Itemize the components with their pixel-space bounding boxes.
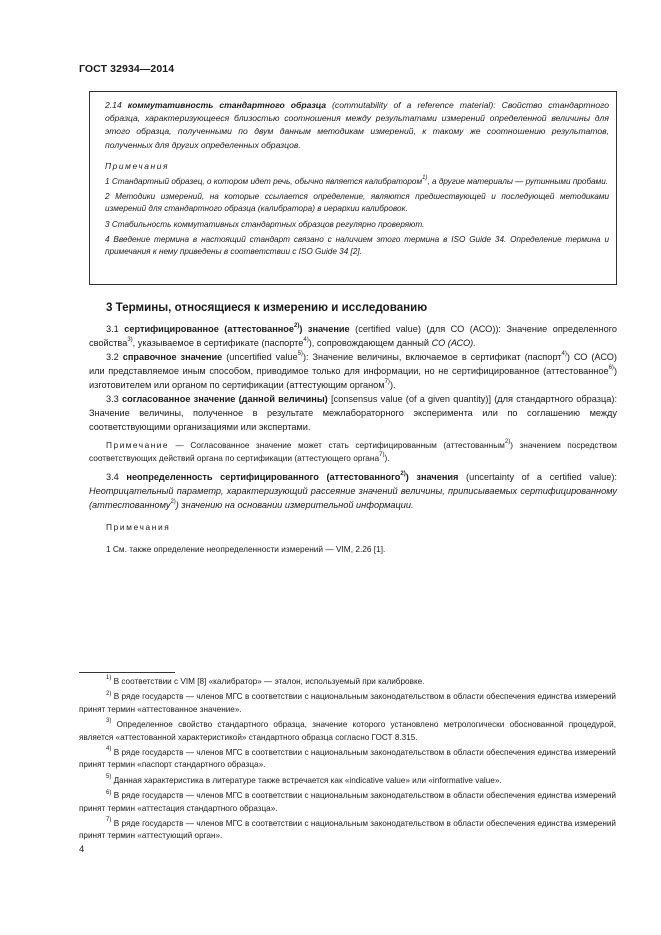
footnote-ref: 7) [384,378,390,385]
term-text: ): Значение величины, включаемое в сертификат (паспорт [302,352,562,362]
term-number: 3.2 [106,352,119,362]
footnote-text: В ряде государств — членов МГС в соответствии с национальным законодательством в области обеспечения единства измерений принят термин «паспорт стандартного образца». [79,748,617,770]
footnote-ref: 3) [127,336,133,343]
term-text: Неотрицательный параметр, характеризующий рассеяние значений величины, приписываемых сертифицированному (аттестованному [89,486,617,510]
term-text: (certified value) (для СО (АСО)): Значение определенного свойства [89,324,617,348]
page-number: 4 [79,844,85,855]
footnote-text: В ряде государств — членов МГС в соответствии с национальным законодательством в области обеспечения единства измерений принят термин «аттестованное значение». [79,692,617,714]
term-box-2-14 [89,91,617,285]
note-1-text-end: , а другие материалы — рутинными пробами. [427,177,609,187]
term-3-3 [89,392,617,434]
footnote-text: В ряде государств — членов МГС в соответствии с национальным законодательством в области обеспечения единства измерений принят термин «аттестация стандартного образца». [79,791,617,813]
term-3-4-note-1: 1 См. также определение неопределенности измерений — VIM, 2.26 [1]. [106,544,386,554]
term-text: ) изготовителем или органом по сертификации (аттестующим органом [89,366,617,390]
footnote-mark: 6) [106,789,112,796]
note-1 [105,176,609,188]
term-text: (uncertainty of a certified value): [466,472,617,482]
footnote [79,775,616,787]
footnote [79,691,616,716]
term-title: сертифицированное (аттестованное$^{2)}$) значение [124,322,350,334]
term-3-4 [89,470,617,512]
footnote-divider [79,672,175,673]
footnote-ref: 2) [504,439,511,446]
footnotes [79,676,616,846]
note-text: — Согласованное значение может стать сертифицированным (аттестованным [175,440,505,450]
term-title: коммутативность стандартного образца [127,100,327,110]
footnote-ref: 6) [608,364,614,371]
footnote [79,818,616,843]
term-text: СО (АСО). [431,338,476,348]
term-number: 3.3 [106,394,119,404]
footnote-ref: 1) [422,175,428,182]
term-number: 2.14 [105,100,122,110]
footnote-text: В ряде государств — членов МГС в соответствии с национальным законодательством в области обеспечения единства измерений принят термин «аттестующий орган». [79,819,617,841]
term-2-14-definition [105,99,609,152]
footnote-text: В соответствии с VIM [8] «калибратор» — эталон, используемый при калибровке. [113,677,425,686]
section-heading: 3 Термины, относящиеся к измерению и исследованию [106,301,428,314]
term-text: ) СО (АСО) или представляемое иным способом, приводимое только для информации, но не сертифицированное (аттестованное [89,352,617,376]
footnote-ref: 4) [303,336,309,343]
footnote [79,676,616,688]
footnote-mark: 1) [106,675,112,682]
note-text: ). [384,453,390,463]
note-3: 3 Стабильность коммутативных стандартных образцов регулярно проверяют. [105,219,425,229]
term-text: [consensus value (of a given quantity)] (для стандартного образца): Значение величины, полученное в результате межлабораторного эксперимента или по соглашению между соответствующими организациями или экспертами. [89,394,617,432]
term-3-1 [89,322,617,350]
footnote-mark: 5) [106,774,112,781]
term-text: ), сопровождающем данный [308,338,432,348]
footnote [79,747,616,772]
term-text: ). [389,380,396,390]
term-definition-text: Свойство стандартного образца, характеризующееся близостью соотношения между результатами измерений определенной величины для этого образца, полученными по двум данным методикам измерений, к такому же соотношению результатов, полученных для других определенных образцов. [105,100,610,150]
note-text: ) значением посредством соответствующих действий органа по сертификации (аттестующего органа [89,440,618,463]
footnote-ref: 4) [561,350,567,357]
term-title: справочное значение [122,352,223,362]
notes-heading: Примечания [105,160,170,171]
footnote-mark: 4) [106,746,112,753]
term-number: 3.1 [106,324,119,334]
note-label: Примечание [106,440,170,450]
term-text: (uncertified value [226,352,298,362]
footnote [79,790,616,815]
note-4: 4 Введение термина в настоящий стандарт связано с наличием этого термина в ISO Guide 34. Определение термина и примечания к нему приведены в соответствии с ISO Guide 34 [2]. [105,234,609,257]
footnote-mark: 3) [106,718,112,725]
document-header: ГОСТ 32934—2014 [79,63,175,75]
term-title: согласованное значение (данной величины) [122,394,328,404]
footnote-mark: 2) [106,690,112,697]
footnote [79,719,616,744]
footnote-mark: 7) [106,817,112,824]
section-content [89,322,617,556]
footnote-ref: 7) [379,452,385,459]
term-text: , указываемое в сертификате (паспорте [132,338,304,348]
term-3-2 [89,350,617,392]
note-2: 2 Методики измерений, на которые ссылается определение, являются предшествующей и последующей методиками измерений для стандартного образца (калибратора) в иерархии калибровок. [105,192,609,214]
term-title: неопределенность сертифицированного (аттестованного$^{2)}$) значения [126,470,459,482]
note-1-text: 1 Стандартный образец, о котором идет речь, обычно является калибратором [105,177,423,187]
term-3-3-note [89,439,617,465]
term-number: 3.4 [106,472,119,482]
footnote-text: Данная характеристика в литературе также встречается как «indicative value» или «informative value». [113,775,502,785]
footnote-text: Определенное свойство стандартного образца, значение которого установлено метрологически обоснованной процедурой, является «аттестованной характеристикой» стандартного образца согласно ГОСТ 8.315. [79,720,616,742]
term-text: ) значению на основании измерительной информации. [175,500,414,510]
footnote-ref: 5) [297,350,303,357]
notes-heading: Примечания [106,522,171,532]
term-english: (commutability of a reference material): [332,100,496,110]
footnote-ref: 2) [170,498,176,505]
